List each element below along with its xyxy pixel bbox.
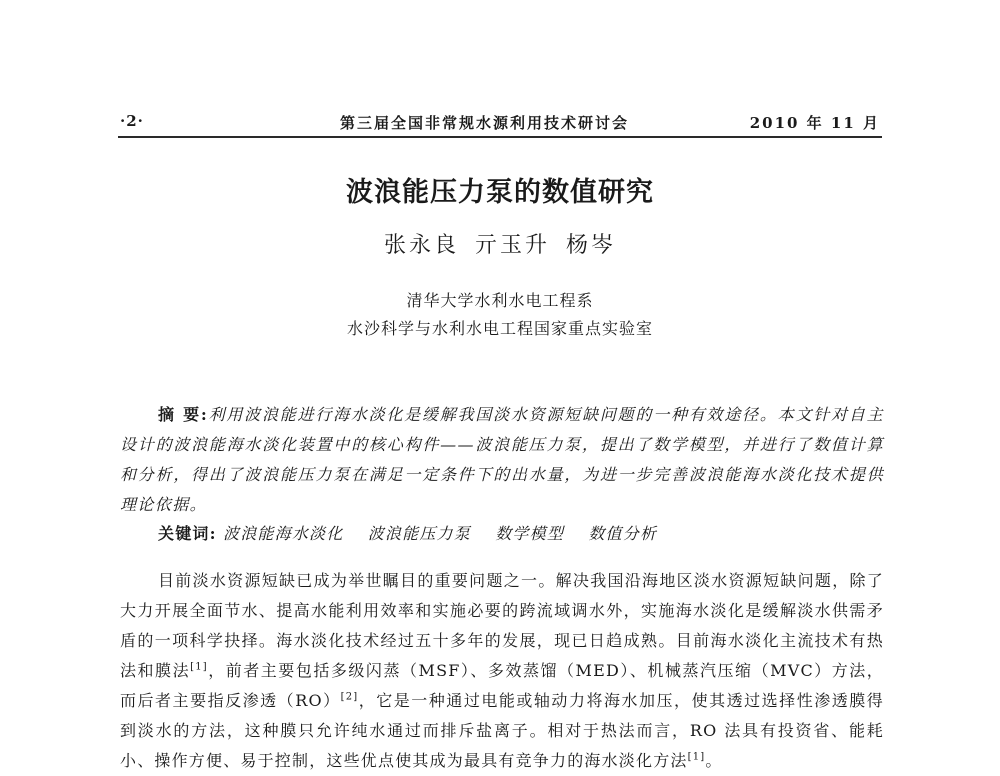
body-text-part: 目前淡水资源短缺已成为举世瞩目的重要问题之一。解决我国沿海地区淡水资源短缺问题，除了大力开展全面节水、提高水能利用效率和实施必要的跨流域调水外，实施海水淡化是缓解淡水供需矛盾的一项科学抉择。海水淡化技术经过五十多年的发展，现已日趋成熟。目前海水淡化主流技术有热法和膜法 [120,571,884,680]
body-text-part: 。 [705,751,723,770]
body-text-part: ，前者主要包括多级闪蒸（MSF）、多效蒸馏（MED）、机械蒸汽压缩（MVC）方法，而后者主要指反渗透（RO） [120,661,884,710]
conference-name: 第三届全国非常规水源利用技术研讨会 [340,114,630,132]
abstract [120,400,884,520]
affiliation-1: 清华大学水利水电工程系 [406,291,594,310]
paper-authors: 张永良 亓玉升 杨岑 [384,233,616,258]
keyword-item: 数值分析 [588,524,658,543]
keyword-item: 波浪能压力泵 [367,524,471,543]
header-rule [118,136,882,138]
citation-ref: [2] [340,691,359,703]
paper-title: 波浪能压力泵的数值研究 [346,177,654,208]
body-paragraph [120,566,884,776]
abstract-text: 利用波浪能进行海水淡化是缓解我国淡水资源短缺问题的一种有效途径。本文针对自主设计的波浪能海水淡化装置中的核心构件——波浪能压力泵，提出了数学模型，并进行了数值计算和分析，得出了波浪能压力泵在满足一定条件下的出水量，为进一步完善波浪能海水淡化技术提供理论依据。 [120,405,885,514]
page-number: ·2· [120,112,144,130]
citation-ref: [1] [687,751,706,763]
affiliation-2: 水沙科学与水利水电工程国家重点实验室 [346,319,653,338]
publication-date: 2010 年 11 月 [749,114,880,132]
citation-ref: [1] [190,661,208,673]
keywords-label: 关键词: [158,524,217,543]
body-text-part: ，它是一种通过电能或轴动力将海水加压，使其透过选择性渗透膜得到淡水的方法，这种膜只允许纯水通过而排斥盐离子。相对于热法而言，RO 法具有投资省、能耗小、操作方便、易于控制，这些优点使其成为最具有竞争力的海水淡化方法 [120,691,884,770]
keywords [158,519,884,549]
abstract-label: 摘 要: [158,405,209,424]
running-header [120,108,880,138]
keyword-item: 数学模型 [495,524,565,543]
keyword-item: 波浪能海水淡化 [223,524,344,543]
